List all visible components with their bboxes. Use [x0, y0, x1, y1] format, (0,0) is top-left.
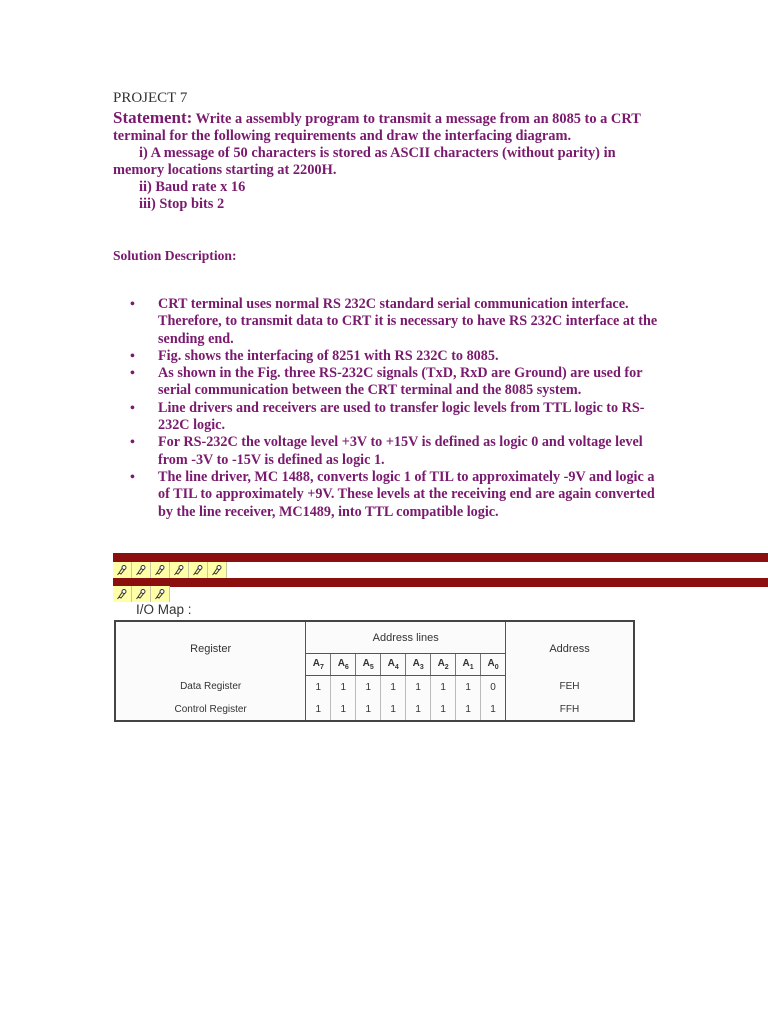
pin-icon-row: [113, 562, 227, 578]
bit-value: 1: [356, 676, 381, 699]
divider-bar-top: [113, 553, 768, 562]
bit-header: $A_1$: [456, 654, 481, 676]
solution-bullet: • The line driver, MC 1488, converts logic 1 of TIL to approximately -9V and logic a of TIL to approximately +9V. These levels at the receiving end are again converted by the line receiver, MC1489, into TTL compatible logic.: [113, 469, 658, 521]
problem-statement: [113, 109, 648, 213]
bit-header: $A_0$: [481, 654, 506, 676]
pin-icon-row: [113, 586, 170, 602]
bit-value: 1: [331, 676, 356, 699]
register-name: Control Register: [116, 698, 306, 720]
register-name: Data Register: [116, 676, 306, 699]
header-address-lines: Address lines: [306, 622, 506, 654]
table-row: [116, 698, 633, 720]
requirement-3: iii) Stop bits 2: [139, 196, 225, 212]
requirement-1-line-2: memory locations starting at 2200H.: [113, 162, 337, 178]
bit-header: $A_7$: [306, 654, 331, 676]
solution-bullet: • Fig. shows the interfacing of 8251 with RS 232C to 8085.: [113, 348, 658, 365]
bit-value: 1: [306, 698, 331, 720]
bit-value: 1: [356, 698, 381, 720]
pin-icon: [132, 586, 151, 602]
divider-bar-bottom: [113, 578, 768, 587]
bit-value: 1: [431, 676, 456, 699]
statement-label: Statement:: [113, 108, 193, 127]
bit-value: 1: [381, 676, 406, 699]
header-address: Address: [506, 622, 633, 676]
pin-icon: [132, 562, 151, 578]
header-register: Register: [116, 622, 306, 676]
solution-bullet: • Line drivers and receivers are used to transfer logic levels from TTL logic to RS-232C logic.: [113, 400, 658, 435]
bit-header: $A_6$: [331, 654, 356, 676]
bit-value: 1: [481, 698, 506, 720]
statement-text: Write a assembly program to transmit a message from an 8085 to a CRT terminal for the following requirements and draw the interfacing diagram.: [113, 111, 641, 144]
address-value: FFH: [506, 698, 633, 720]
bit-value: 1: [381, 698, 406, 720]
requirement-2: ii) Baud rate x 16: [139, 179, 246, 195]
solution-bullet: • As shown in the Fig. three RS-232C signals (TxD, RxD are Ground) are used for serial communication between the CRT terminal and the 8085 system.: [113, 365, 658, 400]
pin-icon: [189, 562, 208, 578]
io-map-grid: [116, 622, 633, 720]
bit-value: 1: [331, 698, 356, 720]
pin-icon: [151, 562, 170, 578]
address-value: FEH: [506, 676, 633, 699]
pin-icon: [170, 562, 189, 578]
io-map-table: [114, 620, 635, 722]
bit-value: 1: [431, 698, 456, 720]
solution-bullet: • For RS-232C the voltage level +3V to +15V is defined as logic 0 and voltage level from -3V to -15V is defined as logic 1.: [113, 434, 658, 469]
bit-value: 1: [306, 676, 331, 699]
io-map-caption: I/O Map :: [136, 602, 192, 617]
table-header-row: [116, 622, 633, 654]
bit-value: 1: [456, 698, 481, 720]
bit-value: 0: [481, 676, 506, 699]
requirement-1-line-1: i) A message of 50 characters is stored as ASCII characters (without parity) in: [139, 145, 616, 161]
project-title: PROJECT 7: [113, 90, 188, 106]
bit-value: 1: [456, 676, 481, 699]
pin-icon: [113, 586, 132, 602]
bit-header: $A_2$: [431, 654, 456, 676]
table-row: [116, 676, 633, 699]
bit-header: $A_3$: [406, 654, 431, 676]
bit-value: 1: [406, 676, 431, 699]
pin-icon: [208, 562, 227, 578]
bit-header: $A_5$: [356, 654, 381, 676]
pin-icon: [151, 586, 170, 602]
statement-intro: [113, 109, 648, 145]
bit-value: 1: [406, 698, 431, 720]
bit-header: $A_4$: [381, 654, 406, 676]
solution-heading: Solution Description:: [113, 248, 237, 263]
solution-bullet-list: [113, 296, 658, 521]
pin-icon: [113, 562, 132, 578]
solution-bullet: • CRT terminal uses normal RS 232C standard serial communication interface. Therefore, to transmit data to CRT it is necessary to have RS 232C interface at the sending end.: [113, 296, 658, 348]
